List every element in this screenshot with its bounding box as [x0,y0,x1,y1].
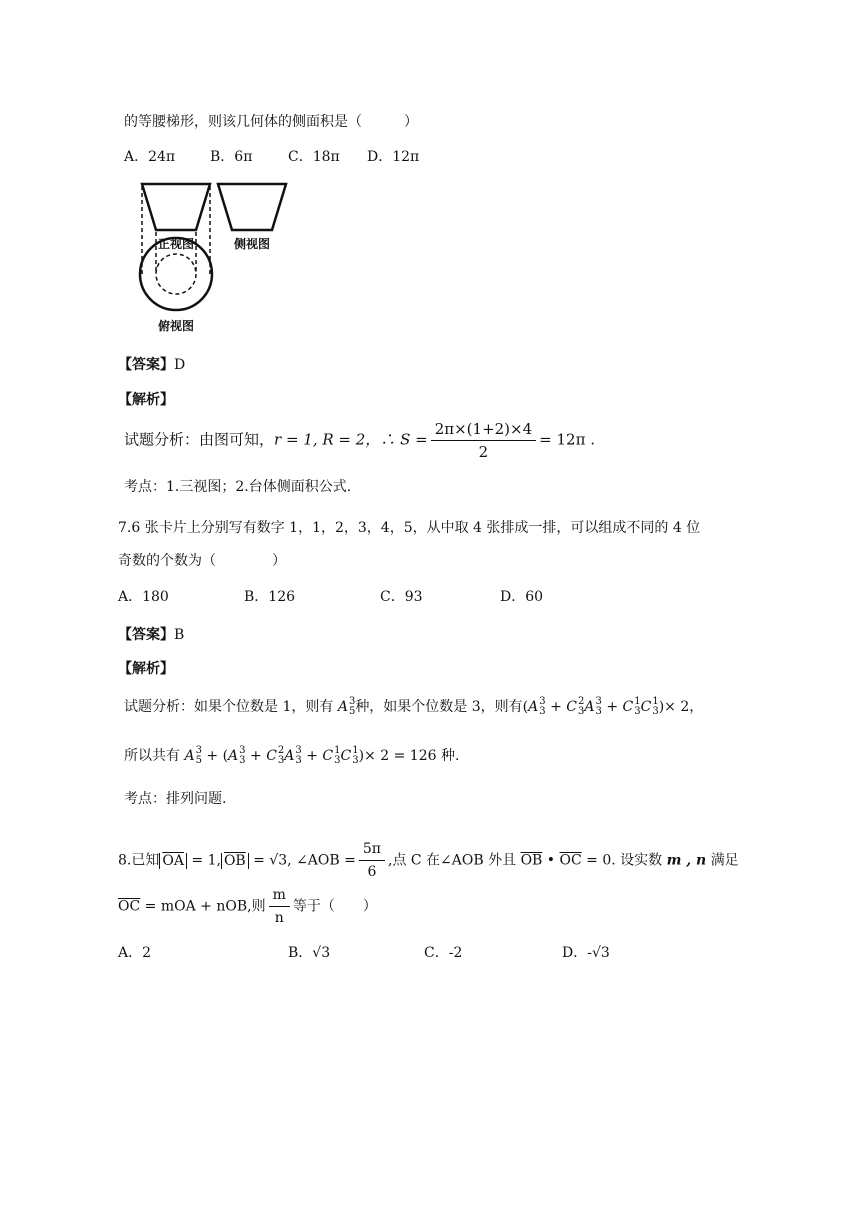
q6-answer [118,354,185,374]
q8-option-b: B．√3 [288,945,331,961]
top-view-label: 俯视图 [157,319,195,333]
q6-analysis: 试题分析：由图可知，r = 1, R = 2，∴ S = $\frac{2\pi\times(1+2)\times 4}{2}$ = 12π . [124,420,595,461]
q6-stem-tail: 的等腰梯形，则该几何体的侧面积是（ ） [124,114,418,130]
q8-option-d: D．-√3 [562,945,610,961]
q8-stem-line1: 8.已知 $\overline{OA} = 1$, $\overline{OB} = √3$, ∠AOB = $\frac{5\pi}{6}$ ,点 C 在∠AOB 外且 $\overline{OB}$ • $\overline{OC} = 0$. 设实数 m , n 满足 [118,838,739,883]
q7-analysis-line2: 所以共有 A 3 5 + (A 3 3 + C 2 3 A 3 3 + C 1 3 C 1 3 )× 2 = 126 种. [124,745,460,766]
q7-stem-line2: 奇数的个数为（ ） [118,553,286,569]
front-view-label: 正视图 [157,237,195,251]
q6-option-c: C．18π [288,149,340,165]
q8-option-c: C．-2 [424,945,463,961]
q8-stem-line2: $\overline{OC}$ = mOA + nOB,则 $\frac{m}{n}$ 等于（ ） [118,884,377,929]
side-view-label: 侧视图 [233,237,271,251]
answer-value: D [174,357,186,373]
q7-option-b: B．126 [244,589,296,605]
top-view-inner-circle [156,254,196,294]
side-view-trapezoid [218,184,286,230]
q7-analysis-label: 【解析】 [118,661,174,677]
answer-label: 【答案】 [118,357,174,373]
analysis-fraction: $\frac{2\pi\times(1+2)\times 4}{2}$ [431,418,536,463]
q6-option-d: D．12π [367,149,420,165]
q6-option-b: B．6π [210,149,253,165]
q7-stem-line1: 7.6 张卡片上分别写有数字 1，1，2，3，4，5，从中取 4 张排成一排，可以组成不同的 4 位 [118,520,701,536]
q6-option-a: A．24π [124,149,176,165]
q7-kaodian: 考点：排列问题. [124,791,227,807]
q7-option-a: A．180 [118,589,169,605]
q8-option-a: A．2 [118,945,152,961]
q6-kaodian: 考点：1.三视图；2.台体侧面积公式. [124,479,352,495]
q7-analysis-line1: 试题分析：如果个位数是 1，则有 A 3 5 种，如果个位数是 3，则有(A 3 3 + C 2 3 A 3 3 + C 1 3 C 1 3 )× 2， [124,696,704,717]
q7-option-c: C．93 [380,589,423,605]
q7-option-d: D．60 [500,589,544,605]
q7-answer: 【答案】B [118,627,185,643]
three-view-figure [138,178,288,338]
q6-analysis-label: 【解析】 [118,392,174,408]
front-view-trapezoid [142,184,210,230]
